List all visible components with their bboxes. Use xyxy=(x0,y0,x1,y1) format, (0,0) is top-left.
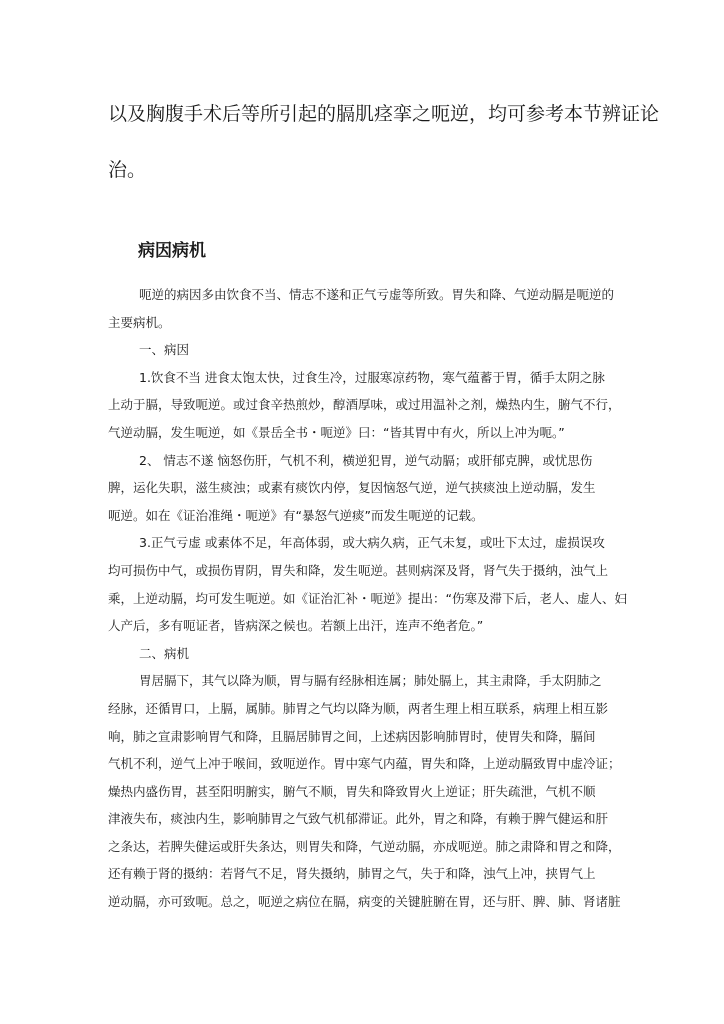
body-line: 还有赖于肾的摄纳：若肾气不足，肾失摄纳，肺胃之气，失于和降，浊气上冲，挟胃气上 xyxy=(108,866,596,882)
body-line: 之条达，若脾失健运或肝失条达，则胃失和降，气逆动膈，亦成呃逆。肺之肃降和胃之和降， xyxy=(108,838,621,854)
body-line: 响，肺之宣肃影响胃气和降，且膈居肺胃之间，上述病因影响肺胃时，使胃失和降，膈间 xyxy=(108,728,596,744)
body-line: 乘，上逆动膈，均可发生呃逆。如《证治汇补・呃逆》提出：“伤寒及滞下后，老人、虚人、妇 xyxy=(108,590,627,606)
body-line: 气机不利，逆气上冲于喉间，致呃逆作。胃中寒气内蕴，胃失和降，上逆动膈致胃中虚冷证； xyxy=(108,756,621,772)
body-text xyxy=(108,281,627,916)
body-line: 燥热内盛伤胃，甚至阳明腑实，腑气不顺，胃失和降致胃火上逆证；肝失疏泄，气机不顺 xyxy=(108,783,596,799)
intro-line-1: 以及胸腹手术后等所引起的膈肌痉挛之呃逆，均可参考本节辨证论 xyxy=(108,103,660,125)
body-line: 逆动膈，亦可致呃。总之，呃逆之病位在膈，病变的关键脏腑在胃，还与肝、脾、肺、肾诸脏 xyxy=(108,894,621,910)
body-line: 呃逆。如在《证治准绳・呃逆》有“暴怒气逆痰”而发生呃逆的记载。 xyxy=(108,507,484,523)
body-line: 均可损伤中气，或损伤胃阴，胃失和降，发生呃逆。甚则病深及肾，肾气失于摄纳，浊气上 xyxy=(108,562,609,578)
body-line: 3.正气亏虚 或素体不足，年高体弱，或大病久病，正气未复，或吐下太过，虚损误攻 xyxy=(139,535,605,551)
section-heading: 病因病机 xyxy=(138,241,206,261)
intro-line-2: 治。 xyxy=(108,159,147,181)
body-line: 津液失布，痰浊内生，影响肺胃之气致气机郁滞证。此外，胃之和降，有赖于脾气健运和肝 xyxy=(108,811,609,827)
body-line: 上动于膈，导致呃逆。或过食辛热煎炒，醇酒厚味，或过用温补之剂，燥热内生，腑气不行， xyxy=(108,397,621,413)
body-line: 主要病机。 xyxy=(108,314,171,330)
body-line: 气逆动膈，发生呃逆，如《景岳全书・呃逆》曰：“皆其胃中有火，所以上冲为呃。” xyxy=(108,424,565,440)
body-line: 1.饮食不当 进食太饱太快，过食生冷，过服寒凉药物，寒气蕴蓄于胃，循手太阴之脉 xyxy=(139,369,605,385)
body-line: 一、病因 xyxy=(139,342,190,358)
body-line: 脾，运化失职，滋生痰浊；或素有痰饮内停，复因恼怒气逆，逆气挟痰浊上逆动膈，发生 xyxy=(108,480,596,496)
body-line: 经脉，还循胃口，上膈，属肺。肺胃之气均以降为顺，两者生理上相互联系，病理上相互影 xyxy=(108,700,609,716)
body-line: 2、 情志不遂 恼怒伤肝，气机不利，横逆犯胃，逆气动膈；或肝郁克脾，或忧思伤 xyxy=(139,452,593,468)
body-line: 胃居膈下，其气以降为顺，胃与膈有经脉相连属；肺处膈上，其主肃降，手太阴肺之 xyxy=(139,673,602,689)
body-line: 二、病机 xyxy=(139,645,190,661)
body-line: 人产后，多有呃证者，皆病深之候也。若额上出汗，连声不绝者危。” xyxy=(108,618,484,634)
body-line: 呃逆的病因多由饮食不当、情志不遂和正气亏虚等所致。胃失和降、气逆动膈是呃逆的 xyxy=(139,287,615,302)
